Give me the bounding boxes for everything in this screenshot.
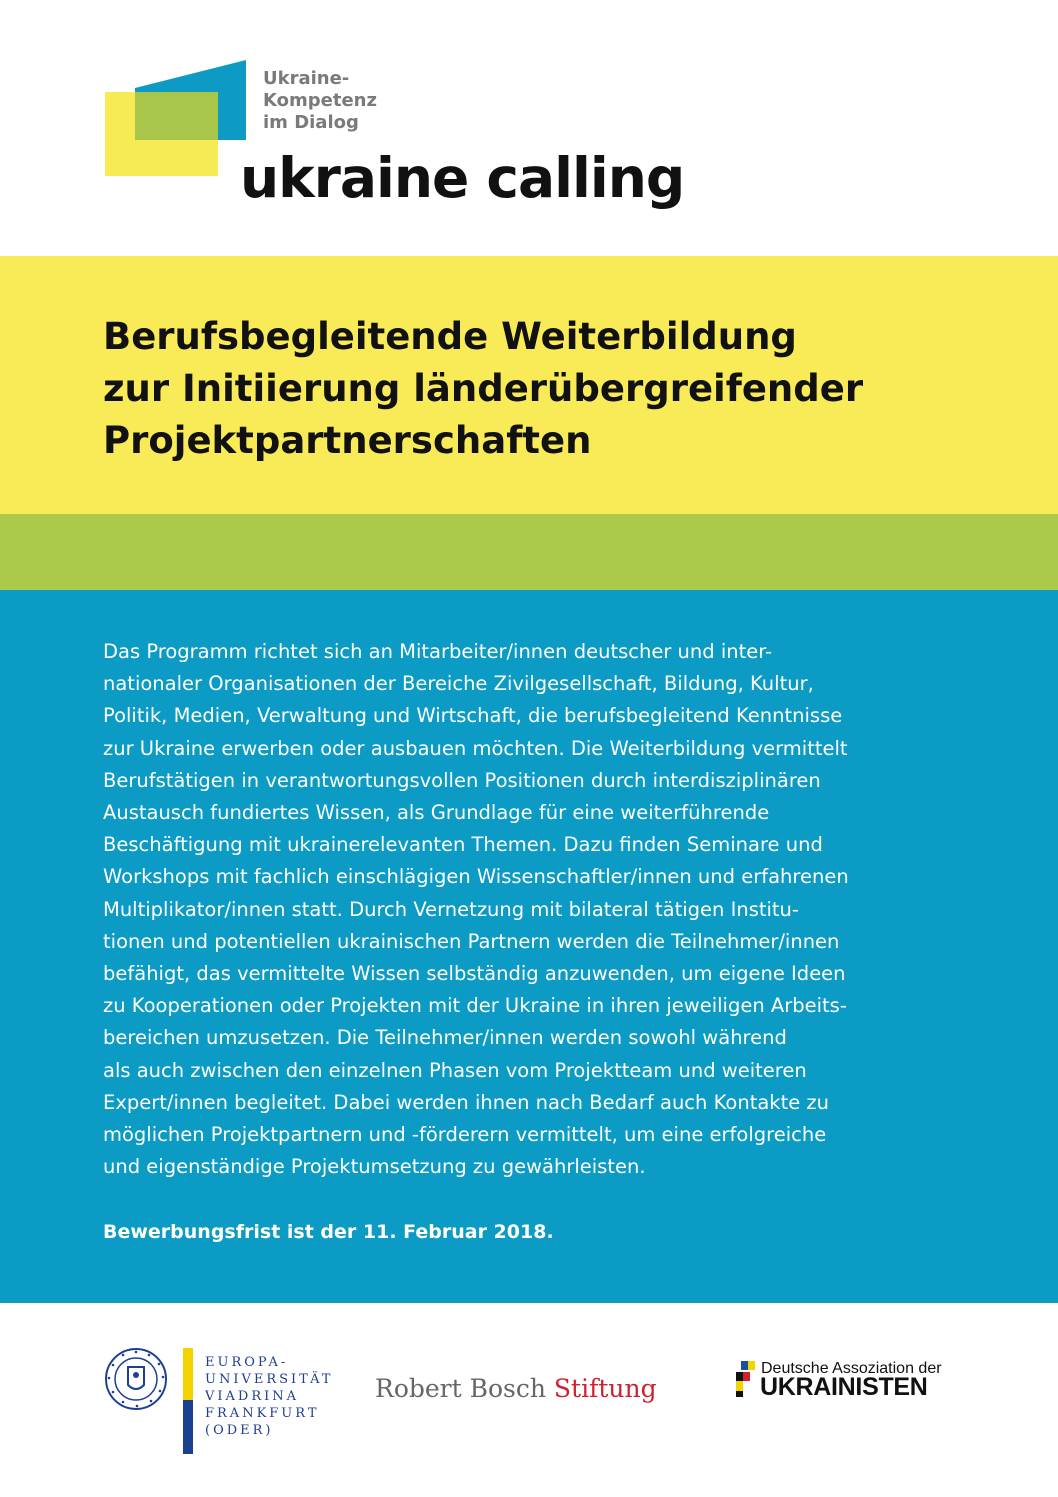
dau-subtitle: Deutsche Assoziation der (761, 1360, 942, 1377)
description-line: Austausch fundiertes Wissen, als Grundlage für eine weiterführende (103, 801, 770, 825)
logo-line: Kompetenz (263, 90, 377, 111)
dau-title: UKRAINISTEN (760, 1373, 928, 1401)
description-line: möglichen Projektpartnern und -förderern vermittelt, um eine erfolgreiche (103, 1123, 827, 1147)
euv-line: FRANKFURT (205, 1406, 320, 1421)
euv-line: VIADRINA (205, 1389, 300, 1404)
euv-color-bar-lower (183, 1400, 193, 1454)
description-line: zu Kooperationen oder Projekten mit der Ukraine in ihren jeweiligen Arbeits- (103, 994, 847, 1018)
headline-line: zur Initiierung länderübergreifender (103, 367, 864, 410)
description-line: Expert/innen begleitet. Dabei werden ihnen nach Bedarf auch Kontakte zu (103, 1090, 830, 1114)
headline-line: Projektpartnerschaften (103, 419, 592, 462)
logo-wordmark (263, 68, 377, 134)
application-deadline: Bewerbungsfrist ist der 11. Februar 2018. (103, 1221, 554, 1243)
euv-line: EUROPA- (205, 1355, 289, 1370)
description-line: und eigenständige Projektumsetzung zu gewährleisten. (103, 1155, 646, 1179)
description-line: Beschäftigung mit ukrainerelevanten Themen. Dazu finden Seminare und (103, 833, 823, 857)
description-line: zur Ukraine erwerben oder ausbauen möchten. Die Weiterbildung vermittelt (103, 736, 848, 760)
headline-band (0, 256, 1058, 514)
ukrainisten-flag-icon (735, 1359, 759, 1399)
description-line: Workshops mit fachlich einschlägigen Wissenschaftler/innen und erfahrenen (103, 865, 849, 889)
euv-line: UNIVERSITÄT (205, 1372, 334, 1387)
robert-bosch-stiftung-logo (375, 1374, 657, 1403)
euv-line: (ODER) (205, 1423, 274, 1438)
description-line: Multiplikator/innen statt. Durch Vernetzung mit bilateral tätigen Institu- (103, 897, 799, 921)
ukraine-kompetenz-logo-icon (104, 60, 250, 176)
bosch-stiftung: Stiftung (553, 1374, 657, 1403)
description-line: Das Programm richtet sich an Mitarbeiter/innen deutscher und inter- (103, 640, 773, 663)
description-line: bereichen umzusetzen. Die Teilnehmer/innen werden sowohl während (103, 1026, 787, 1050)
description-line: Politik, Medien, Verwaltung und Wirtschaft, die berufsbegleitend Kenntnisse (103, 704, 843, 728)
logo-line: Ukraine- (263, 68, 350, 89)
divider-band (0, 514, 1058, 590)
description-line: tionen und potentiellen ukrainischen Partnern werden die Teilnehmer/innen (103, 929, 840, 953)
description-line: Berufstätigen in verantwortungsvollen Positionen durch interdisziplinären (103, 768, 821, 792)
headline-line: Berufsbegleitende Weiterbildung (103, 315, 797, 358)
description-line: als auch zwischen den einzelnen Phasen vom Projektteam und weiteren (103, 1058, 807, 1082)
description-line: nationaler Organisationen der Bereiche Zivilgesellschaft, Bildung, Kultur, (103, 672, 814, 696)
brand-title: ukraine calling (240, 146, 685, 210)
description-line: befähigt, das vermittelte Wissen selbständig anzuwenden, um eigene Ideen (103, 962, 846, 986)
university-seal-icon (104, 1347, 168, 1411)
header (0, 0, 1058, 256)
program-description (103, 636, 849, 1183)
bosch-name: Robert Bosch (375, 1374, 554, 1403)
euv-logo-text (205, 1354, 333, 1439)
logo-line: im Dialog (263, 112, 359, 133)
headline (103, 311, 863, 467)
